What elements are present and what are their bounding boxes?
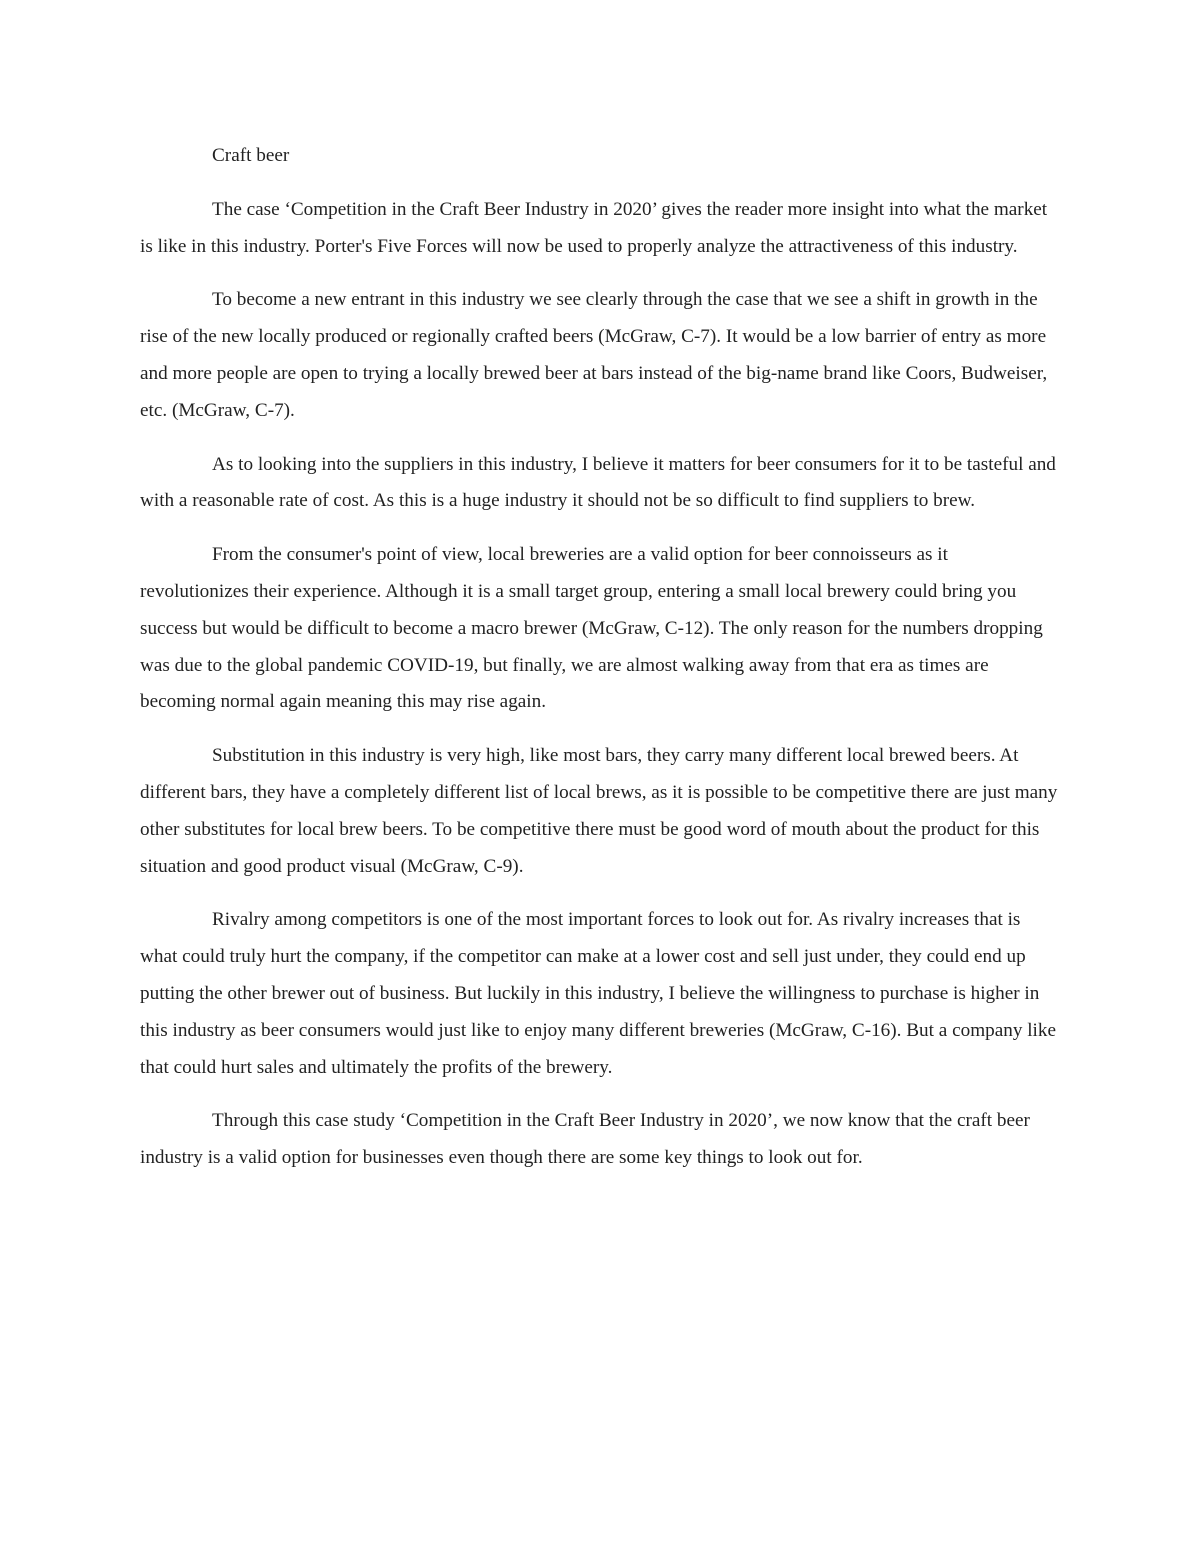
paragraph-introduction: The case ‘Competition in the Craft Beer Industry in 2020’ gives the reader more insight into what the market is like in this industry. Porter's Five Forces will now be used to properly analyze the attractiveness of this industry.: [140, 198, 1048, 257]
paragraph-new-entrants: To become a new entrant in this industry we see clearly through the case that we see a shift in growth in the rise of the new locally produced or regionally crafted beers (McGraw, C-7). It would be a low barrier of entry as more and more people are open to trying a locally brewed beer at bars instead of the big-name brand like Coors, Budweiser, etc. (McGraw, C-7).: [140, 289, 1048, 421]
paragraph-suppliers: As to looking into the suppliers in this industry, I believe it matters for beer consumers for it to be tasteful and with a reasonable rate of cost. As this is a huge industry it should not be so difficult to find suppliers to brew.: [140, 453, 1056, 512]
paragraph-rivalry: Rivalry among competitors is one of the most important forces to look out for. As rivalry increases that is what could truly hurt the company, if the competitor can make at a lower cost and sell just under, they could end up putting the other brewer out of business. But luckily in this industry, I believe the willingness to purchase is higher in this industry as beer consumers would just like to enjoy many different breweries (McGraw, C-16). But a company like that could hurt sales and ultimately the profits of the brewery.: [140, 909, 1056, 1078]
document-title: Craft beer: [212, 145, 290, 166]
paragraph-consumers: From the consumer's point of view, local breweries are a valid option for beer connoisseurs as it revolutionizes their experience. Although it is a small target group, entering a small local brewery could bring you success but would be difficult to become a macro brewer (McGraw, C-12). The only reason for the numbers dropping was due to the global pandemic COVID-19, but finally, we are almost walking away from that era as times are becoming normal again meaning this may rise again.: [140, 544, 1043, 713]
paragraph-substitution: Substitution in this industry is very high, like most bars, they carry many different local brewed beers. At different bars, they have a completely different list of local brews, as it is possible to be competitive there are just many other substitutes for local brew beers. To be competitive there must be good word of mouth about the product for this situation and good product visual (McGraw, C-9).: [140, 745, 1058, 877]
paragraph-conclusion: Through this case study ‘Competition in the Craft Beer Industry in 2020’, we now know that the craft beer industry is a valid option for businesses even though there are some key things to look out for.: [140, 1110, 1030, 1169]
document-body: [140, 138, 1060, 1194]
